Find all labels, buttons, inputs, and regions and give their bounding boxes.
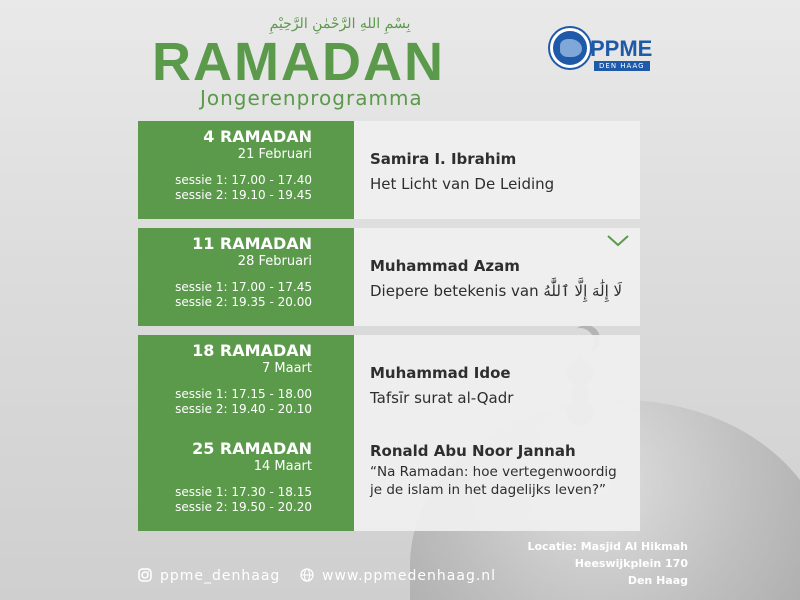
speaker-name: Muhammad Idoe: [370, 364, 511, 382]
session-card: [138, 228, 640, 326]
page-subtitle: Jongerenprogramma: [200, 86, 423, 110]
globe-icon: [300, 568, 314, 582]
session-1-time: sessie 1: 17.30 - 18.15: [175, 485, 312, 499]
session-time-panel: [138, 335, 354, 433]
session-2-time: sessie 2: 19.35 - 20.00: [175, 295, 312, 309]
ppme-logo: [550, 26, 653, 74]
session-1-time: sessie 1: 17.00 - 17.40: [175, 173, 312, 187]
bismillah-text: بِسْمِ اللهِ الرَّحْمٰنِ الرَّحِيْمِ: [269, 16, 411, 32]
session-1-time: sessie 1: 17.00 - 17.45: [175, 280, 312, 294]
session-info-panel: [354, 121, 640, 219]
session-day: 18 RAMADAN: [192, 341, 312, 360]
session-date: 28 Februari: [237, 254, 312, 269]
lecture-topic: Het Licht van De Leiding: [370, 175, 555, 193]
session-time-panel: [138, 228, 354, 326]
lecture-topic: Tafsīr surat al-Qadr: [370, 389, 514, 407]
session-time-panel: [138, 121, 354, 219]
session-2-time: sessie 2: 19.50 - 20.20: [175, 500, 312, 514]
session-info-panel: [354, 228, 640, 326]
website-text: www.ppmedenhaag.nl: [322, 568, 497, 584]
location-address: Heeswijkplein 170: [574, 557, 688, 570]
session-day: 4 RAMADAN: [203, 127, 312, 146]
logo-name: PPME: [590, 36, 653, 61]
session-day: 11 RAMADAN: [192, 234, 312, 253]
lecture-topic: Diepere betekenis van لَا إِلَٰهَ إِلَّا ٱللَّٰهُ: [370, 282, 623, 300]
instagram-handle[interactable]: [138, 568, 280, 584]
instagram-icon: [138, 568, 152, 582]
session-info-panel: [354, 335, 640, 433]
location-venue: Locatie: Masjid Al Hikmah: [527, 540, 688, 553]
lecture-topic: “Na Ramadan: hoe vertegenwoordig je de islam in het dagelijks leven?”: [370, 464, 617, 498]
instagram-text: ppme_denhaag: [160, 568, 281, 584]
session-card: [138, 433, 640, 531]
session-card: [138, 335, 640, 433]
session-card: [138, 121, 640, 219]
session-1-time: sessie 1: 17.15 - 18.00: [175, 387, 312, 401]
session-2-time: sessie 2: 19.10 - 19.45: [175, 188, 312, 202]
logo-subtitle: DEN HAAG: [594, 61, 650, 71]
page-title: RAMADAN: [152, 32, 445, 92]
globe-icon: [550, 28, 590, 68]
session-date: 21 Februari: [237, 147, 312, 162]
location-city: Den Haag: [627, 574, 688, 587]
session-time-panel: [138, 433, 354, 531]
speaker-name: Samira I. Ibrahim: [370, 150, 517, 168]
chevron-down-icon: [606, 234, 630, 248]
speaker-name: Ronald Abu Noor Jannah: [370, 442, 576, 460]
session-date: 7 Maart: [262, 361, 312, 376]
location-info: [520, 538, 688, 589]
speaker-name: Muhammad Azam: [370, 257, 520, 275]
session-2-time: sessie 2: 19.40 - 20.10: [175, 402, 312, 416]
session-day: 25 RAMADAN: [192, 439, 312, 458]
website-link[interactable]: [300, 568, 496, 584]
session-date: 14 Maart: [253, 459, 312, 474]
session-info-panel: [354, 433, 640, 531]
